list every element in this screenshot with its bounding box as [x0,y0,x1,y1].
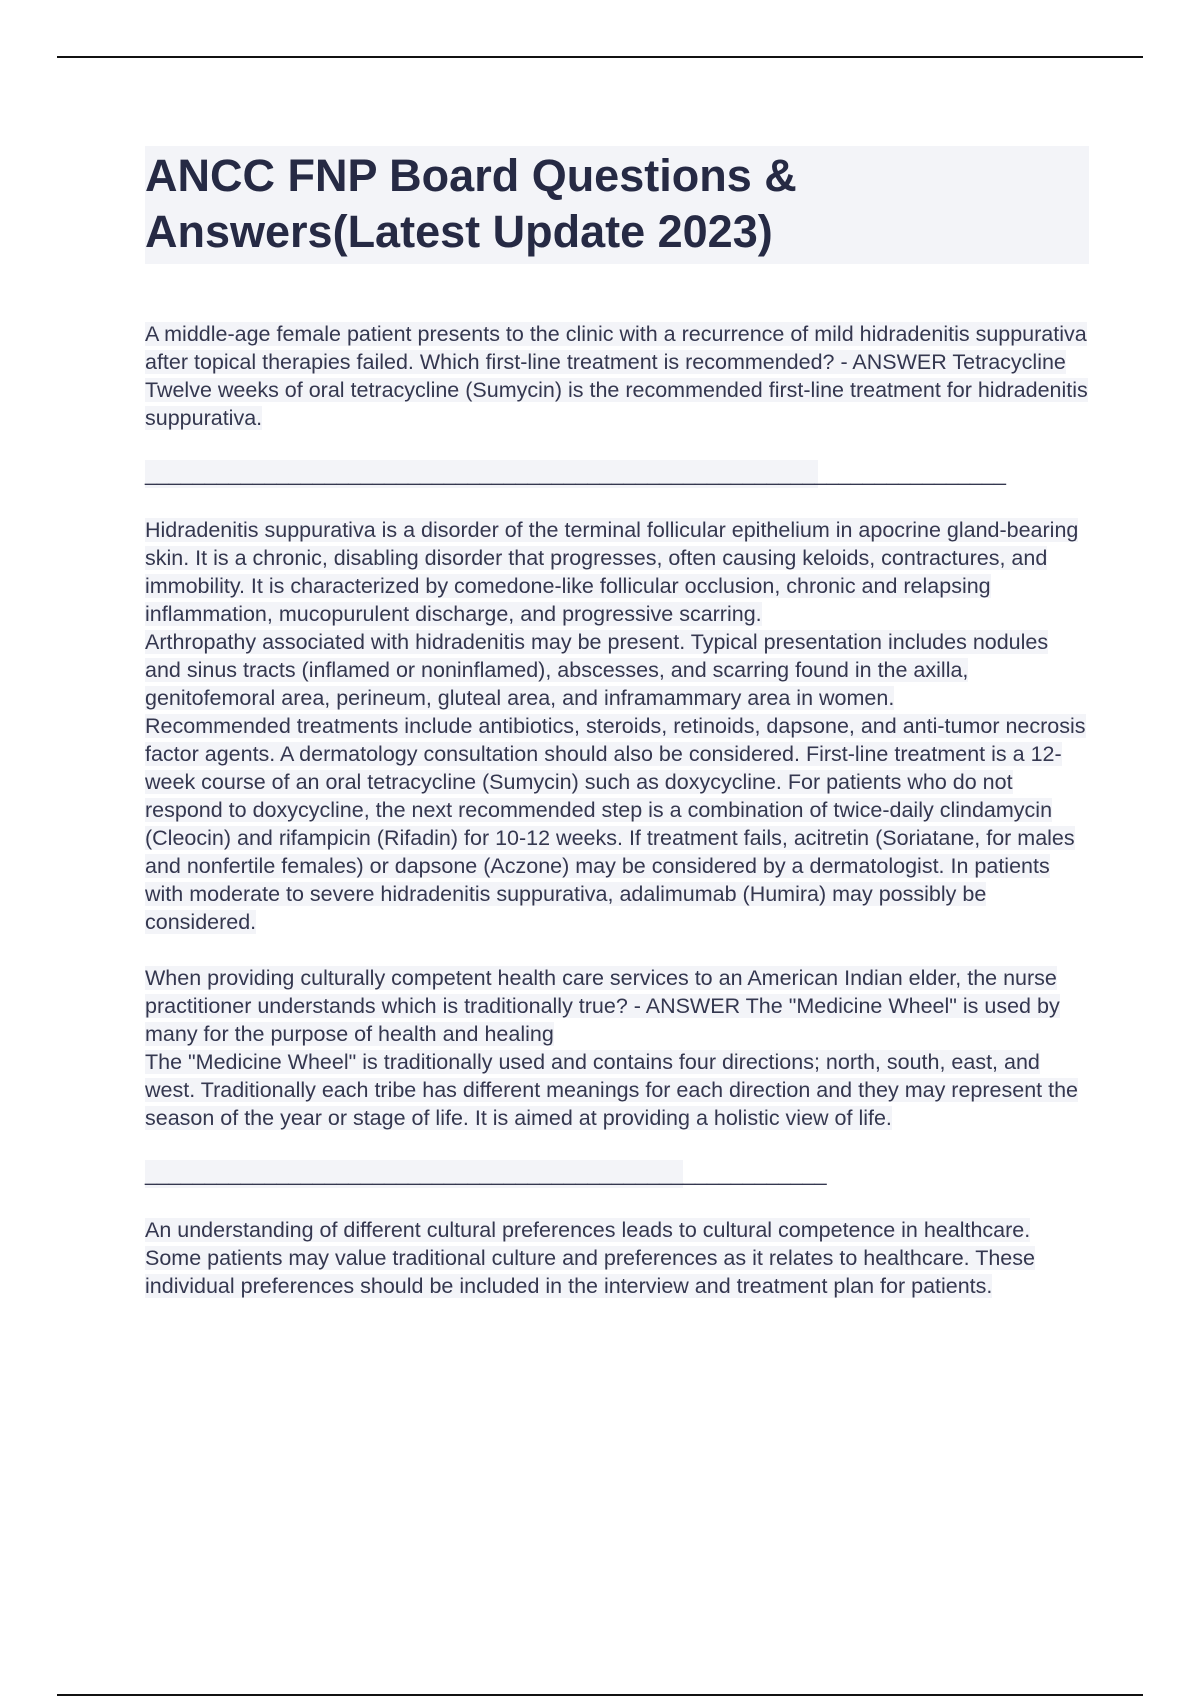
top-rule [57,56,1143,58]
qa-block-2 [145,964,1089,1300]
document-body [145,146,1089,1300]
explanation-paragraph: An understanding of different cultural preferences leads to cultural competence in healthcare. Some patients may value traditional culture and preferences as it relates to healthcare. These individual preferences should be included in the interview and treatment plan for patients. [145,1218,1035,1298]
explanation-paragraph: Hidradenitis suppurativa is a disorder of the terminal follicular epithelium in apocrine gland-bearing skin. It is a chronic, disabling disorder that progresses, often causing keloids, contractures, and immobility. It is characterized by comedone-like follicular occlusion, chronic and relapsing inflammation, mucopurulent discharge, and progressive scarring. [145,518,1079,626]
qa-block-1 [145,320,1089,936]
question-text: A middle-age female patient presents to the clinic with a recurrence of mild hidradenitis suppurativa after topical therapies failed. Which first-line treatment is recommended? - ANSWER Tetracycline [145,322,1087,374]
explanation-paragraph: Arthropathy associated with hidradenitis may be present. Typical presentation includes nodules and sinus tracts (inflamed or noninflamed), abscesses, and scarring found in the axilla, genitofemoral area, perineum, gluteal area, and inframammary area in women. [145,630,1049,710]
separator-line: ________________________________________________________________________ [145,462,1006,486]
document-title: ANCC FNP Board Questions & Answers(Latest Update 2023) [145,146,1089,264]
separator-line: _________________________________________________________ [145,1162,827,1186]
explanation-paragraph: Recommended treatments include antibiotics, steroids, retinoids, dapsone, and anti-tumor necrosis factor agents. A dermatology consultation should also be considered. First-line treatment is a 12-week course of an oral tetracycline (Sumycin) such as doxycycline. For patients who do not respond to doxycycline, the next recommended step is a combination of twice-daily clindamycin (Cleocin) and rifampicin (Rifadin) for 10-12 weeks. If treatment fails, acitretin (Soriatane, for males and nonfertile females) or dapsone (Aczone) may be considered by a dermatologist. In patients with moderate to severe hidradenitis suppurativa, adalimumab (Humira) may possibly be considered. [145,714,1086,934]
question-text: When providing culturally competent health care services to an American Indian elder, the nurse practitioner understands which is traditionally true? - ANSWER The "Medicine Wheel" is used by many for the purpose of health and healing [145,966,1060,1046]
bottom-rule [57,1694,1143,1696]
answer-detail: The "Medicine Wheel" is traditionally used and contains four directions; north, south, east, and west. Traditionally each tribe has different meanings for each direction and they may represent the season of the year or stage of life. It is aimed at providing a holistic view of life. [145,1050,1078,1130]
answer-detail: Twelve weeks of oral tetracycline (Sumycin) is the recommended first-line treatment for hidradenitis suppurativa. [145,378,1088,430]
